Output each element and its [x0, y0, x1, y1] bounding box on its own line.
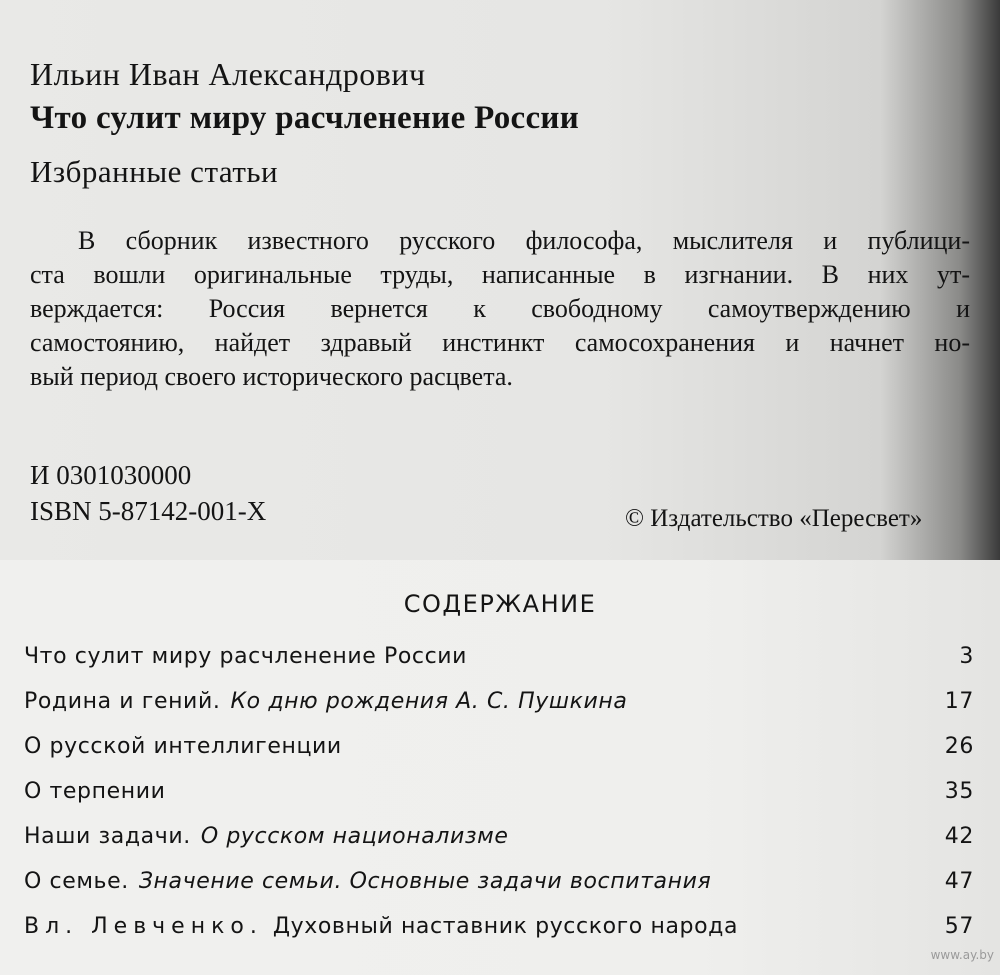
toc-entry-page: 3	[959, 644, 974, 669]
toc-entry	[24, 733, 974, 778]
dot-leader	[182, 778, 938, 798]
toc-entry-title: О семье.	[24, 869, 129, 894]
toc-entry-title: Родина и гений.	[24, 689, 221, 714]
toc-entry	[24, 778, 974, 823]
toc-entry	[24, 823, 974, 868]
toc-entry	[24, 913, 974, 958]
abstract-line: вый период своего исторического расцвета.	[30, 362, 513, 391]
dot-leader	[358, 733, 938, 753]
contents-section	[0, 560, 1000, 975]
dot-leader	[483, 643, 938, 663]
abstract-line: ста вошли оригинальные труды, написанные в изгнании. В них ут-	[30, 260, 970, 289]
toc-entry-title: О терпении	[24, 779, 166, 804]
book-abstract	[30, 224, 970, 394]
dot-leader	[717, 868, 938, 888]
abstract-line: В сборник известного русского философа, мыслителя и публици-	[78, 226, 970, 255]
toc-entry-page: 35	[944, 779, 974, 804]
publisher-copyright: © Издательство «Пересвет»	[625, 505, 923, 532]
toc-entry-page: 57	[944, 914, 974, 939]
dot-leader	[515, 823, 939, 843]
abstract-line: верждается: Россия вернется к свободному самоутверждению и	[30, 294, 970, 323]
toc-entry-subtitle: Духовный наставник русского народа	[272, 914, 739, 939]
isbn: ISBN 5-87142-001-X	[30, 496, 267, 526]
toc-entry-page: 17	[944, 689, 974, 714]
toc-entry	[24, 643, 974, 688]
dot-leader	[744, 913, 938, 933]
toc-entry-title: Вл. Левченко.	[24, 914, 263, 939]
toc-entry-title: О русской интеллигенции	[24, 734, 342, 759]
abstract-line: самостоянию, найдет здравый инстинкт самосохранения и начнет но-	[30, 328, 970, 357]
dot-leader	[633, 688, 938, 708]
author-name: Ильин Иван Александрович	[30, 56, 426, 92]
toc-entry-title: Наши задачи.	[24, 824, 191, 849]
toc-entry-title: Что сулит миру расчленение России	[24, 644, 468, 669]
contents-heading: СОДЕРЖАНИЕ	[403, 590, 597, 618]
toc-entry-subtitle: О русском национализме	[200, 824, 509, 849]
toc-entry	[24, 868, 974, 913]
toc-entry-page: 26	[944, 734, 974, 759]
toc-entry-subtitle: Значение семьи. Основные задачи воспитания	[138, 869, 712, 894]
book-title: Что сулит миру расчленение России	[30, 100, 580, 136]
toc-entry-page: 42	[944, 824, 974, 849]
watermark: www.ay.by	[930, 948, 994, 962]
book-subtitle: Избранные статьи	[30, 154, 279, 189]
toc-entry-subtitle: Ко дню рождения А. С. Пушкина	[230, 689, 628, 714]
toc-entry-page: 47	[944, 869, 974, 894]
catalog-code: И 0301030000	[30, 460, 192, 490]
toc-entry	[24, 688, 974, 733]
table-of-contents	[24, 643, 974, 958]
